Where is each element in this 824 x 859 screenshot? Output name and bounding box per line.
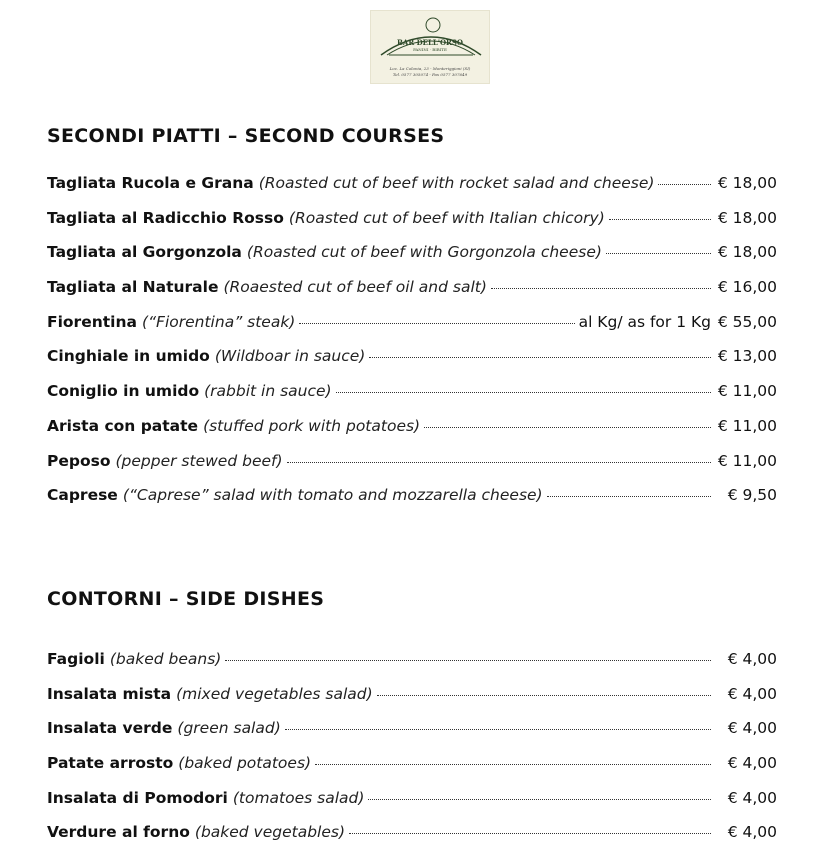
item-price: € 18,00 — [717, 208, 777, 227]
menu-item — [47, 347, 777, 382]
menu-item — [47, 754, 777, 789]
item-description: (stuffed pork with potatoes) — [203, 416, 421, 435]
item-price: € 4,00 — [727, 650, 777, 668]
dot-leader — [225, 660, 711, 661]
item-description: (Roasted cut of beef with Italian chicory) — [288, 208, 605, 227]
item-price: € 55,00 — [717, 312, 777, 331]
dot-leader — [547, 496, 711, 497]
restaurant-logo — [370, 10, 490, 84]
item-description: (baked vegetables) — [194, 823, 346, 842]
menu-item — [47, 382, 777, 417]
menu-item — [47, 278, 777, 313]
item-description: (“Caprese” salad with tomato and mozzarella cheese) — [122, 486, 543, 505]
item-name: Caprese — [47, 486, 118, 505]
item-price: € 18,00 — [717, 174, 777, 192]
dot-leader — [287, 462, 711, 463]
item-description: (Roaested cut of beef oil and salt) — [223, 278, 487, 297]
menu-item — [47, 789, 777, 824]
dot-leader — [377, 695, 711, 696]
dot-leader — [349, 833, 711, 834]
item-name: Tagliata al Naturale — [47, 278, 219, 297]
menu-item — [47, 719, 777, 754]
menu-item — [47, 486, 777, 521]
dot-leader — [368, 799, 711, 800]
logo-name: BAR DELL'ORSO — [396, 38, 464, 47]
logo-subtitle: PANINI · BIBITE — [413, 47, 447, 52]
section-title: SECONDI PIATTI – SECOND COURSES — [47, 125, 445, 147]
menu-item — [47, 823, 777, 858]
item-name: Insalata mista — [47, 684, 172, 703]
item-price: € 11,00 — [717, 382, 777, 401]
item-price: € 16,00 — [717, 278, 777, 297]
dot-leader — [606, 253, 711, 254]
item-name: Cinghiale in umido — [47, 347, 210, 366]
item-price: € 11,00 — [717, 451, 777, 470]
item-price: € 4,00 — [727, 684, 777, 703]
item-name: Tagliata Rucola e Grana — [47, 174, 254, 192]
menu-item — [47, 209, 777, 244]
item-name: Verdure al forno — [47, 823, 190, 842]
item-description: (rabbit in sauce) — [204, 382, 332, 401]
item-name: Fagioli — [47, 650, 105, 668]
item-price: € 13,00 — [717, 347, 777, 366]
item-price: € 4,00 — [727, 719, 777, 738]
item-description: (Wildboar in sauce) — [214, 347, 366, 366]
logo-address: Loc. La Colonia, 23 - Monteriggioni (SI) — [389, 66, 471, 71]
dot-leader — [299, 323, 574, 324]
item-description: (mixed vegetables salad) — [176, 684, 373, 703]
item-unit: al Kg/ as for 1 Kg — [578, 312, 711, 331]
section-title: CONTORNI – SIDE DISHES — [47, 588, 325, 610]
item-description: (baked beans) — [109, 650, 222, 668]
logo-phone: Tel. 0577 305074 - Fax 0577 307649 — [392, 72, 468, 77]
item-name: Patate arrosto — [47, 754, 174, 773]
item-name: Insalata di Pomodori — [47, 788, 228, 807]
item-price: € 11,00 — [717, 416, 777, 435]
dot-leader — [491, 288, 711, 289]
dot-leader — [285, 729, 711, 730]
item-description: (green salad) — [177, 719, 281, 738]
item-price: € 4,00 — [727, 788, 777, 807]
menu-item — [47, 417, 777, 452]
menu-item — [47, 452, 777, 487]
item-description: (tomatoes salad) — [232, 788, 365, 807]
item-name: Insalata verde — [47, 719, 173, 738]
item-description: (baked potatoes) — [178, 754, 312, 773]
menu-item — [47, 313, 777, 348]
item-name: Peposo — [47, 451, 111, 470]
item-price: € 4,00 — [727, 823, 777, 842]
dot-leader — [315, 764, 711, 765]
item-price: € 4,00 — [727, 754, 777, 773]
item-description: (“Fiorentina” steak) — [141, 312, 296, 331]
item-description: (Roasted cut of beef with rocket salad and cheese) — [258, 174, 655, 192]
dot-leader — [424, 427, 711, 428]
menu-item — [47, 650, 777, 685]
item-name: Tagliata al Radicchio Rosso — [47, 208, 284, 227]
item-description: (pepper stewed beef) — [115, 451, 283, 470]
side-dishes-list — [47, 650, 777, 858]
dot-leader — [369, 357, 711, 358]
item-name: Coniglio in umido — [47, 382, 200, 401]
menu-item — [47, 685, 777, 720]
item-price: € 9,50 — [727, 486, 777, 505]
dot-leader — [609, 219, 711, 220]
dot-leader — [336, 392, 711, 393]
item-name: Tagliata al Gorgonzola — [47, 243, 242, 262]
item-description: (Roasted cut of beef with Gorgonzola cheese) — [246, 243, 602, 262]
item-name: Arista con patate — [47, 416, 199, 435]
item-name: Fiorentina — [47, 312, 137, 331]
dot-leader — [658, 184, 711, 185]
item-price: € 18,00 — [717, 243, 777, 262]
menu-item — [47, 174, 777, 209]
menu-item — [47, 243, 777, 278]
second-courses-list — [47, 174, 777, 521]
